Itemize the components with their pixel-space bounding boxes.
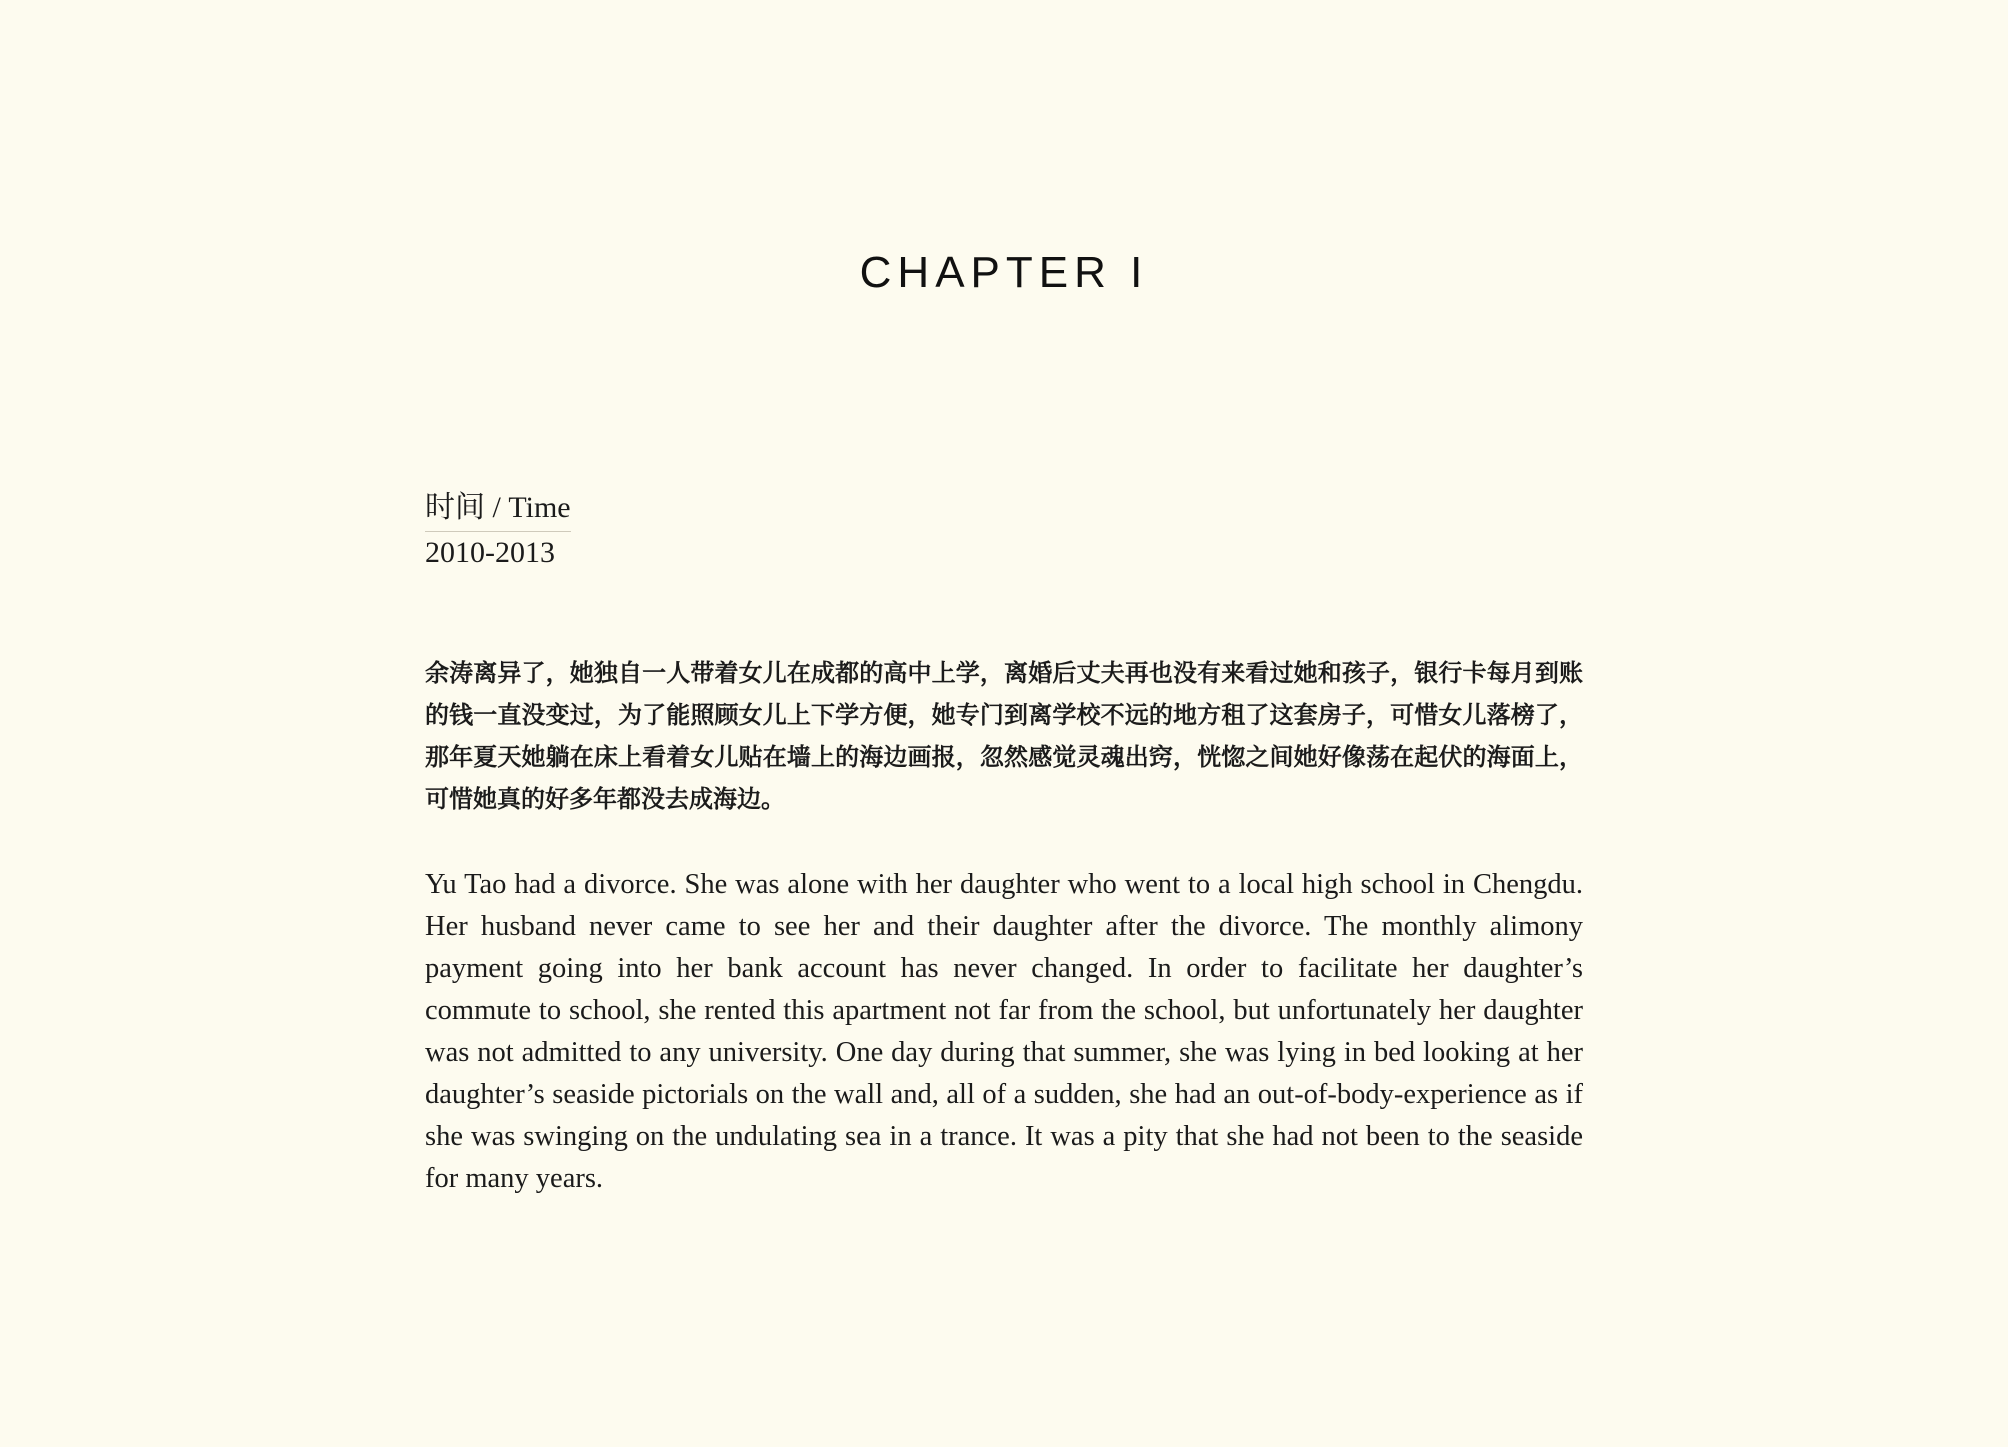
- english-paragraph: Yu Tao had a divorce. She was alone with her daughter who went to a local high school in Chengdu. Her husband never came to see her and their daughter after the divorce. The monthly alimony payment going into her bank account has never changed. In order to facilitate her daughter’s commute to school, she rented this apartment not far from the school, but unfortunately her daughter was not admitted to any university. One day during that summer, she was lying in bed looking at her daughter’s seaside pictorials on the wall and, all of a sudden, she had an out-of-body-experience as if she was swinging on the undulating sea in a trance. It was a pity that she had not been to the seaside for many years.: [425, 869, 1583, 1194]
- time-value: 2010-2013: [425, 536, 555, 569]
- chinese-paragraph: 余涛离异了，她独自一人带着女儿在成都的高中上学，离婚后丈夫再也没有来看过她和孩子，银行卡每月到账的钱一直没变过，为了能照顾女儿上下学方便，她专门到离学校不远的地方租了这套房子，可惜女儿落榜了，那年夏天她躺在床上看着女儿贴在墙上的海边画报，忽然感觉灵魂出窍，恍惚之间她好像荡在起伏的海面上，可惜她真的好多年都没去成海边。: [425, 658, 1583, 813]
- time-label: 时间 / Time: [425, 487, 571, 532]
- time-block: [425, 487, 571, 574]
- chapter-heading: CHAPTER I: [859, 248, 1149, 297]
